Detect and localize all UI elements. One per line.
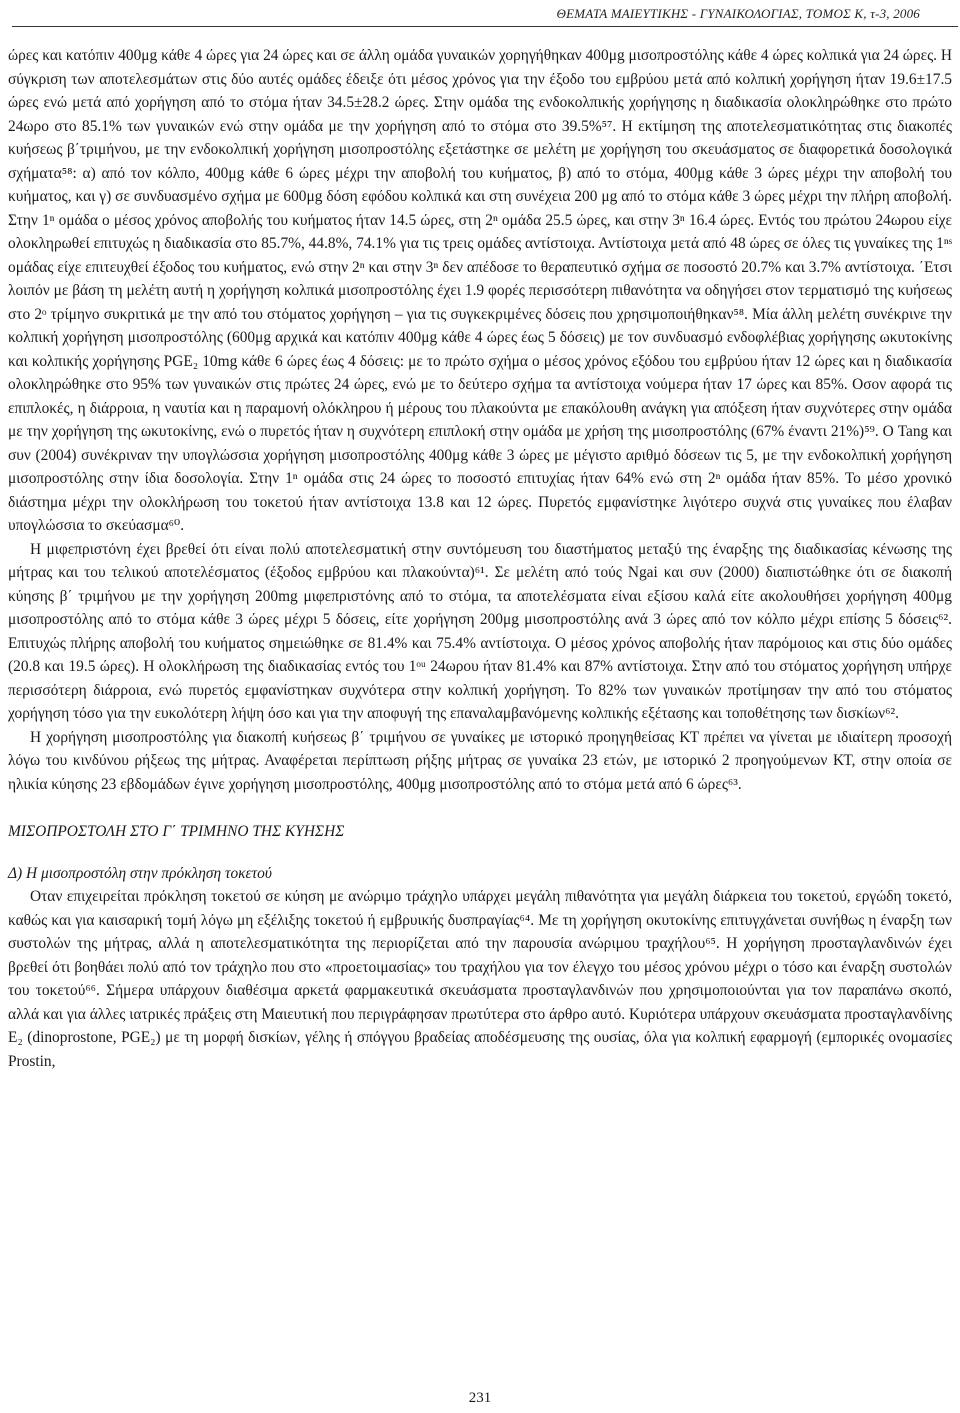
page-number: 231 (468, 1390, 492, 1406)
running-header: ΘΕΜΑΤΑ ΜΑΙΕΥΤΙΚΗΣ - ΓΥΝΑΙΚΟΛΟΓΙΑΣ, ΤΟΜΟΣ Κ, τ-3, 2006 (556, 6, 920, 21)
header-rule (12, 26, 958, 27)
section-heading: ΜΙΣΟΠΡΟΣΤΟΛΗ ΣΤΟ Γ΄ ΤΡΙΜΗΝΟ ΤΗΣ ΚΥΗΣΗΣ (8, 823, 345, 840)
paragraph-3: Η χορήγηση μισοπροστόλης για διακοπή κυήσεως β΄ τριμήνου σε γυναίκες με ιστορικό προηγηθείσας ΚΤ πρέπει να γίνεται με ιδιαίτερη προσοχή λόγω του κινδύνου ρήξεως της μήτρας. Αναφέρεται περίπτωση ρήξης μήτρας σε γυναίκα 23 ετών, με ιστορικό 2 προηγούμενων ΚΤ, στην οποία σε ηλικία κύησης 23 εβδομάδων έγινε χορήγηση μισοπροστόλης, 400μg μισοπροστόλης από το στόμα μετά από 6 ώρες⁶³. (8, 728, 952, 793)
article-body (8, 44, 952, 1073)
spacer (8, 844, 952, 862)
spacer (8, 796, 952, 820)
subsection-heading: Δ) Η μισοπροστόλη στην πρόκληση τοκετού (8, 864, 272, 882)
paragraph-4: Οταν επιχειρείται πρόκληση τοκετού σε κύηση με ανώριμο τράχηλο υπάρχει μεγάλη πιθανότητα για μεγάλη διάρκεια του τοκετού, εργώδη τοκετό, καθώς και για καισαρική τομή λόγω μη εξέλιξης τοκετού ή εμβρυικής δυσπραγίας⁶⁴. Με τη χορήγηση οκυτοκίνης επιτυγχάνεται συνήθως η έναρξη των συστολών της μήτρας, αλλά η αποτελεσματικότητα της περιορίζεται από την παρουσία ανώριμου τραχήλου⁶⁵. Η χορήγηση προσταγλανδινών έχει βρεθεί ότι βοηθάει πολύ από τον τράχηλο που στο «προετοιμασίας» του τραχήλου για τον έλεγχο του μέσος χρόνου μέχρι ο τόσο και έναρξη συστολών του τοκετού⁶⁶. Σήμερα υπάρχουν διαθέσιμα αρκετά φαρμακευτικά σκευάσματα προσταγλανδινών που χρησιμοποιούνται για τον παραπάνω σκοπό, αλλά και για άλλες ιατρικές πράξεις στη Μαιευτική που περιγράφησαν πρωτύτερα στο άρθρο αυτό. Κυριότερα υπάρχουν σκευάσματα προσταγλανδίνης E₂ (dinoprostone, PGE₂) με τη μορφή δισκίων, γέλης ή σπόγγου βραδείας αποδέσμευσης της ουσίας, όλα για κολπική εφαρμογή (εμπορικές ονομασίες Prostin, (8, 888, 952, 1070)
paragraph-2: Η μιφεπριστόνη έχει βρεθεί ότι είναι πολύ αποτελεσματική στην συντόμευση του διαστήματος μεταξύ της έναρξης της διαδικασίας κένωσης της μήτρας και του τελικού αποτελέσματος (έξοδος εμβρύου και πλακούντα)⁶¹. Σε μελέτη από τούς Ngai και συν (2000) διαπιστώθηκε ότι σε διακοπή κύησης β΄ τριμήνου με την χορήγηση 200mg μιφεπριστόνης από το στόμα, τα αποτελέσματα είναι εξίσου καλά είτε ακολουθήσει χορήγηση 400μg μισοπροστόλης από το στόμα κάθε 3 ώρες μέχρι 5 δόσεις, είτε χορήγηση 200μg μισοπροστόλης ανά 3 ώρες από τον κόλπο μέχρι επίσης 5 δόσεις⁶². Επιτυχώς πλήρης αποβολή του κυήματος σημειώθηκε σε 81.4% και 75.4% αντίστοιχα. Ο μέσος χρόνος αποβολής ήταν παρόμοιος και στις δύο ομάδες (20.8 και 19.5 ώρες). Η ολοκλήρωση της διαδικασίας εντός του 1ᵒᵘ 24ωρου ήταν 81.4% και 87% αντίστοιχα. Στην από του στόματος χορήγηση υπήρχε περισσότερη διάρροια, ενώ πυρετός εμφανίστηκαν συχνότερα στην κολπική χορήγηση. Το 82% των γυναικών προτίμησαν την από του στόματος χορήγηση τόσο για την ευκολότερη λήψη όσο και για την αποφυγή της επαναλαμβανόμενης κολπικής εξέτασης και τοποθέτησης των δισκίων⁶². (8, 540, 952, 722)
paragraph-1: ώρες και κατόπιν 400μg κάθε 4 ώρες για 24 ώρες και σε άλλη ομάδα γυναικών χορηγήθηκαν 400μg μισοπροστόλης κάθε 4 ώρες κολπικά για 24 ώρες. Η σύγκριση των αποτελεσμάτων στις δύο αυτές ομάδες έδειξε ότι μέσος χρόνος για την έξοδο του εμβρύου μετά από κολπική χορήγηση ήταν 19.6±17.5 ώρες ενώ μετά από χορήγηση από το στόμα ήταν 34.5±28.2 ώρες. Στην ομάδα της ενδοκολπικής χορήγησης η διαδικασία ολοκληρώθηκε στο πρώτο 24ωρο στο 85.1% των γυναικών ενώ στην ομάδα με την χορήγηση από το στόμα στο 39.5%⁵⁷. Η εκτίμηση της αποτελεσματικότητας στις διακοπές κυήσεως β΄τριμήνου, με την ενδοκολπική χορήγηση μισοπροστόλης εξετάστηκε σε μελέτη με χορήγηση του σκευάσματος σε διαφορετικά δοσολογικά σχήματα⁵⁸: α) από τον κόλπο, 400μg κάθε 6 ώρες μέχρι την αποβολή του κυήματος, β) από το στόμα, 400μg κάθε 3 ώρες μέχρι την αποβολή του κυήματος, και γ) σε συνδυασμένο σχήμα με 600μg δόση εφόδου κολπικά και στη συνέχεια 200 μg από το στόμα κάθε 3 ώρες μέχρι την πλήρη αποβολή. Στην 1ⁿ ομάδα ο μέσος χρόνος αποβολής του κυήματος ήταν 14.5 ώρες, στη 2ⁿ ομάδα 25.5 ώρες, και στην 3ⁿ 16.4 ώρες. Εντός του πρώτου 24ωρου είχε ολοκληρωθεί επιτυχώς η διαδικασία στο 85.7%, 44.8%, 74.1% για τις τρεις ομάδες αντίστοιχα. Αντίστοιχα μετά από 48 ώρες σε όλες τις γυναίκες της 1ⁿˢ ομάδας είχε επιτευχθεί έξοδος του κυήματος, ενώ στην 2ⁿ και στην 3ⁿ δεν απέδοσε το θεραπευτικό σχήμα σε ποσοστό 20.7% και 3.7% αντίστοιχα. ΄Ετσι λοιπόν με βάση τη μελέτη αυτή η χορήγηση κολπικά μισοπροστόλης έχει 1.9 φορές περισσότερη πιθανότητα να οδηγήσει στον τερματισμό της κυήσεως στο 2ᵒ τρίμηνο συκριτικά με την από του στόματος χορήγηση – για τις συγκεκριμένες δόσεις που χρησιμοποιήθηκαν⁵⁸. Μία άλλη μελέτη συνέκρινε την κολπική χορήγηση μισοπροστόλης (600μg αρχικά και κατόπιν 400μg κάθε 4 ώρες έως 5 δόσεις) με τον συνδυασμό ενδοφλέβιας χορήγησης ωκυτοκίνης και κολπικής χορήγησης PGE₂ 10mg κάθε 6 ώρες έως 4 δόσεις: με το πρώτο σχήμα ο μέσος χρόνος εξόδου του εμβρύου ήταν 12 ώρες και η διαδικασία ολοκληρώθηκε στο 95% των γυναικών στις πρώτες 24 ώρες, ενώ με το δεύτερο σχήμα τα αντίστοιχα νούμερα ήταν 17 ώρες και 85%. Οσον αφορά τις επιπλοκές, η διάρροια, η ναυτία και η παραμονή ολόκληρου ή μέρους του πλακούντα με επακόλουθη ανάγκη για απόξεση ήταν συχνότερες στην ομάδα με την χορήγηση της ωκυτοκίνης, ενώ ο πυρετός ήταν η συχνότερη επιπλοκή στην ομάδα με χρήση της μισοπροστόλης (67% έναντι 21%)⁵⁹. Ο Tang και συν (2004) συνέκριναν την υπογλώσσια χορήγηση μισοπροστόλης 400μg κάθε 3 ώρες με μέγιστο αριθμό δόσεων τις 5, με την ενδοκολπική χορήγηση μισοπροστόλης στην ίδια δοσολογία. Στην 1ⁿ ομάδα στις 24 ώρες το ποσοστό επιτυχίας ήταν 64% ενώ στη 2ⁿ ομάδα ήταν 85%. Το μέσο χρονικό διάστημα μέχρι την ολοκλήρωση του τοκετού ήταν αντίστοιχα 13.8 και 12 ώρες. Πυρετός εμφανίστηκε λιγότερο συχνά στις γυναίκες που έλαβαν υπογλώσσια το σκεύασμα⁶⁰. (8, 47, 952, 534)
